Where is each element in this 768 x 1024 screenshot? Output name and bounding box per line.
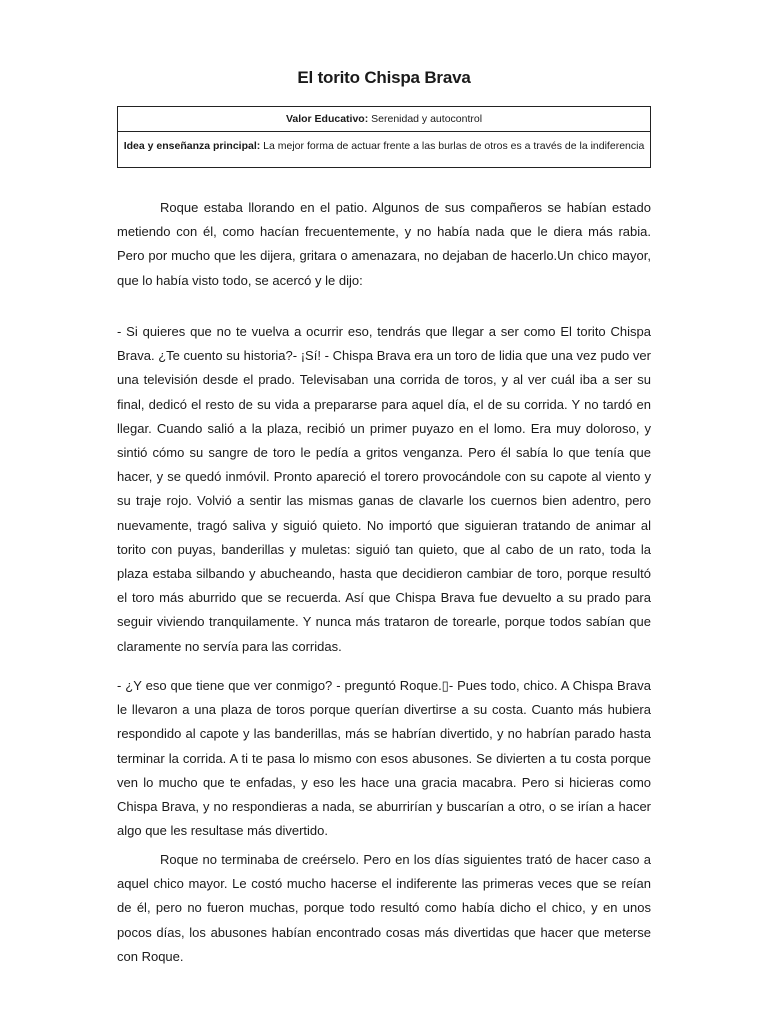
idea-principal-value: La mejor forma de actuar frente a las burlas de otros es a través de la indiferencia <box>263 140 645 152</box>
paragraph-4: Roque no terminaba de creérselo. Pero en los días siguientes trató de hacer caso a aquel chico mayor. Le costó mucho hacerse el indiferente las primeras veces que se reían de él, pero no fueron muchas, porque todo resultó como había dicho el chico, y en unos pocos días, los abusones habían encontrado cosas más divertidas que hacer que meterse con Roque. <box>117 852 651 964</box>
paragraph-1: Roque estaba llorando en el patio. Algunos de sus compañeros se habían estado metiendo con él, como hacían frecuentemente, y no había nada que le diera más rabia. Pero por mucho que les dijera, gritara o amenazara, no dejaban de hacerlo.Un chico mayor, que lo había visto todo, se acercó y le dijo: <box>117 200 651 288</box>
paragraph-4-block <box>117 848 651 969</box>
paragraph-2-block <box>117 320 651 659</box>
info-box-divider <box>118 131 650 132</box>
valor-educativo-value: Serenidad y autocontrol <box>371 113 483 125</box>
valor-educativo-label: Valor Educativo: <box>285 113 369 125</box>
idea-principal-line <box>118 140 650 152</box>
paragraph-3-block <box>117 674 651 843</box>
valor-educativo-line <box>118 113 650 125</box>
document-title: El torito Chispa Brava <box>297 68 471 87</box>
paragraph-1-block <box>117 196 651 293</box>
paragraph-3: - ¿Y eso que tiene que ver conmigo? - preguntó Roque.▯- Pues todo, chico. A Chispa Brava le llevaron a una plaza de toros porque querían divertirse a su costa. Cuanto más hubiera respondido al capote y las banderillas, más se habrían divertido, y no habrían parado hasta terminar la corrida. A ti te pasa lo mismo con esos abusones. Se divierten a tu costa porque ven lo mucho que te enfadas, y eso les hace una gracia macabra. Pero si hicieras como Chispa Brava, y no respondieras a nada, se aburrirían y buscarían a otro, o se irían a hacer algo que les resultase más divertido. <box>117 678 651 839</box>
info-box <box>117 106 651 168</box>
paragraph-2: - Si quieres que no te vuelva a ocurrir eso, tendrás que llegar a ser como El torito Chispa Brava. ¿Te cuento su historia?- ¡Sí! - Chispa Brava era un toro de lidia que una vez pudo ver una televisión desde el prado. Televisaban una corrida de toros, y al ver cuál iba a ser su final, dedicó el resto de su vida a prepararse para aquel día, el de su corrida. Y no tardó en llegar. Cuando salió a la plaza, recibió un primer puyazo en el lomo. Era muy doloroso, y sintió cómo su sangre de toro le pedía a gritos venganza. Pero él sabía lo que tenía que hacer, y se quedó inmóvil. Pronto apareció el torero provocándole con su capote al viento y su traje rojo. Volvió a sentir las mismas ganas de clavarle los cuernos bien adentro, pero nuevamente, tragó saliva y siguió quieto. No importó que siguieran tratando de animar al torito con puyas, banderillas y muletas: siguió tan quieto, que al cabo de un rato, toda la plaza estaba silbando y abucheando, hasta que decidieron cambiar de toro, porque resultó el toro más aburrido que se recuerda. Así que Chispa Brava fue devuelto a su prado para seguir viviendo tranquilamente. Y nunca más trataron de torearle, porque todos sabían que claramente no servía para las corridas. <box>117 324 651 654</box>
idea-principal-label: Idea y enseñanza principal: <box>123 140 261 152</box>
